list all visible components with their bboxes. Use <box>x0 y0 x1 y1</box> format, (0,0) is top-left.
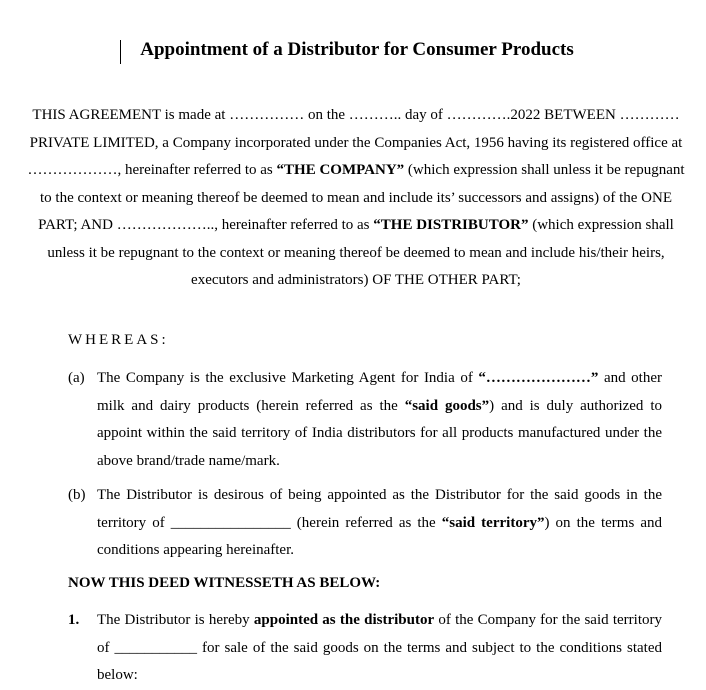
recital-clause-a <box>68 365 662 475</box>
clause-body <box>97 482 662 565</box>
agreement-intro-paragraph <box>26 102 686 295</box>
clause-1-text-2: of the Company for the said territory of ___________ for sale of the said goods on the terms and subject to the conditions stated below: <box>97 612 662 683</box>
witness-heading: NOW THIS DEED WITNESSETH AS BELOW: <box>68 575 381 591</box>
clause-a-text-2: and other milk and dairy products (herein referred as the <box>97 370 662 414</box>
clause-label: (b) <box>68 487 86 503</box>
clause-a-text-1: The Company is the exclusive Marketing Agent for India of <box>97 370 479 386</box>
clause-body <box>97 365 662 475</box>
appointed-term: appointed as the distributor <box>253 612 435 628</box>
clause-a-text-3: ) and is duly authorized to appoint within the said territory of India distributors for all products manufactured under the above brand/trade name/mark. <box>97 397 663 469</box>
brand-blank: “…………………” <box>478 370 599 386</box>
distributor-term: “THE DISTRIBUTOR” <box>373 217 529 233</box>
clause-number: 1. <box>68 612 80 628</box>
operative-clause-1 <box>68 607 662 690</box>
company-term: “THE COMPANY” <box>276 162 405 178</box>
clause-body <box>97 607 662 690</box>
clause-b-text-1: The Distributor is desirous of being appointed as the Distributor for the said goods in the territory of ________________ (herein referred as the <box>97 487 662 531</box>
said-goods-term: “said goods” <box>404 397 490 414</box>
intro-text-3: (which expression shall unless it be repugnant to the context or meaning thereof be deemed to mean and include his/their heirs, executors and administrators) OF THE OTHER PART; <box>47 217 674 288</box>
clause-1-text-1: The Distributor is hereby <box>97 612 254 628</box>
clause-b-text-2: ) on the terms and conditions appearing hereinafter. <box>97 514 663 558</box>
clause-label: (a) <box>68 370 85 386</box>
intro-text-2: (which expression shall unless it be repugnant to the context or meaning thereof be deemed to mean and include its’ successors and assigns) of the ONE PART; AND ……………….., hereinafter referred to as <box>38 162 685 233</box>
whereas-heading: WHEREAS: <box>68 332 169 348</box>
recital-clause-b <box>68 482 662 565</box>
document-title: Appointment of a Distributor for Consumer Products <box>140 39 574 60</box>
said-territory-term: “said territory” <box>441 514 545 531</box>
intro-text-1: THIS AGREEMENT is made at …………… on the ……….. day of ………….2022 BETWEEN ………… PRIVATE LIMITED, a Company incorporated under the Companies Act, 1956 having its registered office at ………………, hereinafter referred to as <box>27 107 683 178</box>
